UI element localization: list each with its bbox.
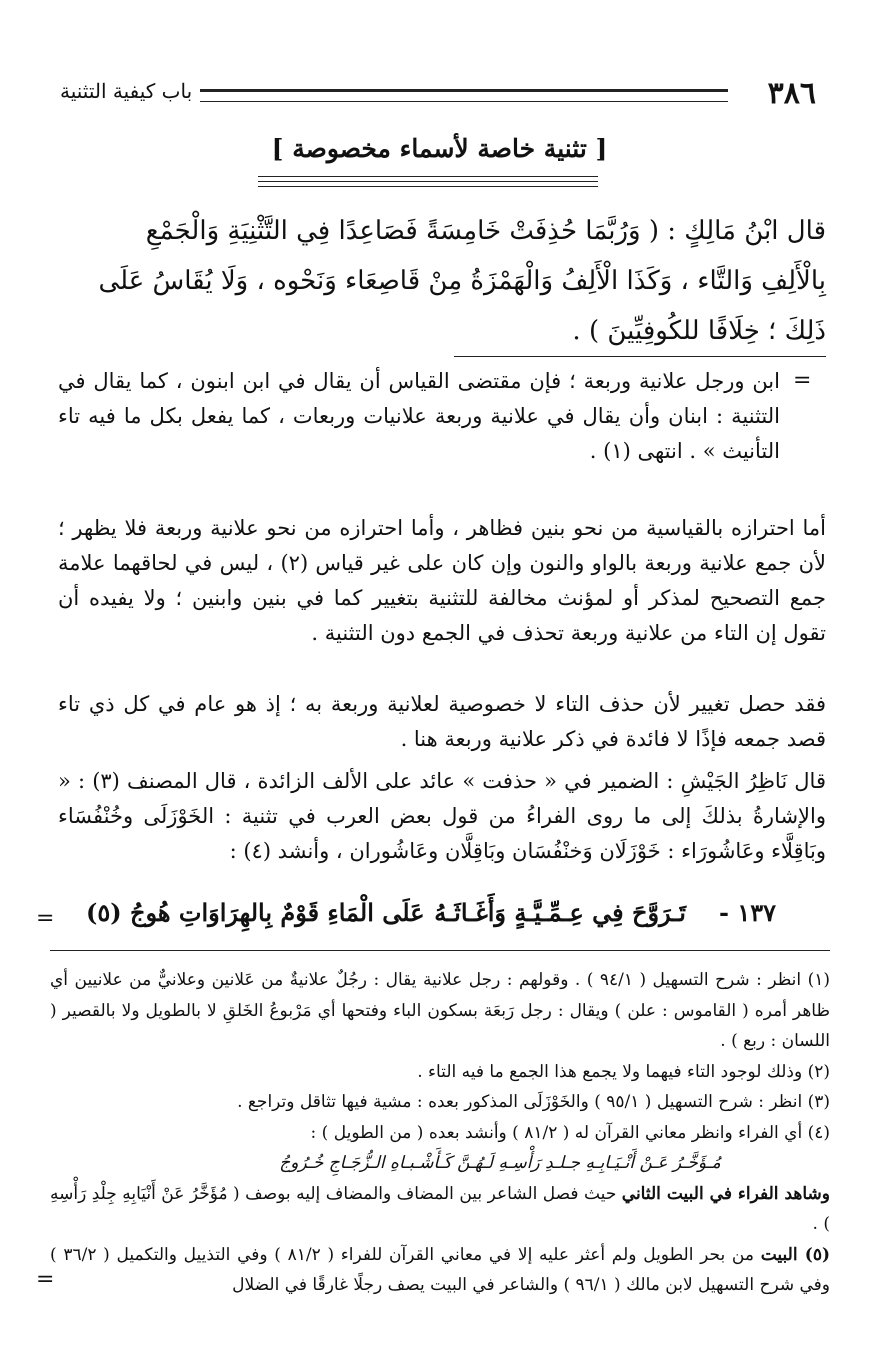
footnote-4-note-bold: وشاهد الفراء في البيت الثاني xyxy=(621,1183,830,1204)
section-title: [ تثنية خاصة لأسماء مخصوصة ] xyxy=(271,134,608,163)
footnote-2: (٢) وذلك لوجود التاء فيهما ولا يجمع هذا الجمع ما فيه التاء . xyxy=(417,1061,830,1082)
continuation-mark: = xyxy=(793,368,812,393)
footnote-4: (٤) أي الفراء وانظر معاني القرآن له ( ٨١/٢ ) وأنشد بعده ( من الطويل ) : xyxy=(310,1122,830,1143)
continuation-mark: = xyxy=(36,1267,55,1292)
title-rule-1 xyxy=(258,176,598,177)
commentary-paragraph: ابن ورجل علانية وربعة ؛ فإن مقتضى القياس أن يقال في ابن ابنون ، كما يقال في التثنية : ابنان وأن يقال في علانية وربعة علانيات وربعات ، كما يفعل بكل ما فيه تاء التأنيث » . انتهى (١) . xyxy=(58,369,780,463)
verse-hemistich-1: تَـرَوَّحَ فِي عِـمِّـيَّـةٍ وَأَغَـاثَـهُ xyxy=(434,898,686,927)
header-rule xyxy=(200,89,728,102)
chapter-title: باب كيفية التثنية xyxy=(60,79,193,103)
main-text xyxy=(58,206,826,356)
footnote-separator xyxy=(50,950,830,951)
footnote-1: (١) انظر : شرح التسهيل ( ٩٤/١ ) . وقولهم : رجل علانية يقال : رجُلٌ علانيةٌ من عَلانين وعلانيٌّ من علانيين أي ظاهر أمره ( القاموس : علن ) ويقال : رجل رَبعَة بسكون الباء وفتحها أي مَرْبوعُ الخَلقِ لا بالطويل ولا بالقصير ( اللسان : ربع ) . xyxy=(50,970,830,1051)
verse-hemistich-2: عَلَى الْمَاءِ قَوْمٌ بِالهِرَاوَاتِ هُوجُ (٥) xyxy=(86,898,425,927)
running-header xyxy=(50,78,830,112)
commentary-paragraph: أما احترازه بالقياسية من نحو بنين فظاهر ، وأما احترازه من نحو علانية وربعة فلا يظهر ؛ لأن جمع علانية وربعة بالواو والنون وإن كان على غير قياس (٢) ، ليس في لحاقهما علامة جمع التصحيح لمذكر أو لمؤنث مخالفة للتثنية بتغيير كما في بنين وابنين ؛ ولا يفيده أن تقول إن التاء من علانية وربعة تحذف في الجمع دون التثنية . xyxy=(58,516,826,645)
page-number: ٣٨٦ xyxy=(767,76,816,111)
footnote-4-note xyxy=(50,1179,830,1240)
main-commentary-separator xyxy=(454,356,826,357)
footnote-5-bold: (٥) البيت xyxy=(760,1244,830,1265)
footnote-5 xyxy=(50,1240,830,1301)
main-text-line: ذَلِكَ ؛ خِلَافًا للكُوفِيِّينَ ) . xyxy=(572,316,826,346)
footnotes xyxy=(50,965,830,1301)
main-text-line: بِالْأَلِفِ وَالتَّاء ، وَكَذَا الْأَلِفُ وَالْهَمْزَةُ مِنْ قَاصِعَاء وَنَحْوه ، وَلَا يُقَاسُ عَلَى xyxy=(98,266,826,296)
main-text-line: قال ابْنُ مَالِكٍ : ( وَرُبَّمَا حُذِفَتْ خَامِسَةً فَصَاعِدًا فِي التَّثْنِيَةِ وَالْجَمْعِ xyxy=(145,216,826,246)
title-rule-3 xyxy=(258,186,598,187)
continuation-mark: = xyxy=(36,906,55,931)
footnote-5-text: من بحر الطويل ولم أعثر عليه إلا في معاني القرآن للفراء ( ٨١/٢ ) وفي التذييل والتكميل ( ٣٦/٢ ) وفي شرح التسهيل لابن مالك ( ٩٦/١ ) والشاعر في البيت يصف رجلًا غارقًا في الضلال xyxy=(50,1244,830,1295)
title-rule-2 xyxy=(258,181,598,182)
footnote-4-verse: مُـؤَخَّـرُ عَـنْ أَنْـيَـابِـهِ جـلـدِ رَأْسِـهِ لَـهُـنَّ كَـأَشْـبـاهِ الـزُّجَـاجِ خُـرُوجُ xyxy=(279,1153,721,1173)
verse-137 xyxy=(86,898,776,938)
commentary-paragraph: قال نَاظِرُ الجَيْشِ : الضمير في « حذفت » عائد على الألف الزائدة ، قال المصنف (٣) : « والإشارةُ بذلكَ إلى ما روى الفراءُ من قول بعض العرب في تثنية : الخَوْزَلَى وخُنْفُسَاء وبَاقِلَّاء وعَاشُورَاء : خَوْزَلَان وَخنْفُسَان وبَاقِلَّان وعَاشُوران ، وأنشد (٤) : xyxy=(58,769,826,863)
footnote-3: (٣) انظر : شرح التسهيل ( ٩٥/١ ) والخَوْزَلَى المذكور بعده : مشية فيها تثاقل وتراجع . xyxy=(237,1092,830,1112)
commentary-paragraph: فقد حصل تغيير لأن حذف التاء لا خصوصية لعلانية وربعة به ؛ إذ هو عام في كل ذي تاء قصد جمعه فإذًا لا فائدة في ذكر علانية وربعة هنا . xyxy=(58,692,826,751)
verse-number: ١٣٧ - xyxy=(719,898,776,927)
footnote-4-note-text: حيث فصل الشاعر بين المضاف والمضاف إليه بوصف ( مُؤَخَّرُ عَنْ أَنْيَابِهِ جِلْدِ رَأْسِهِ ) . xyxy=(50,1183,830,1234)
